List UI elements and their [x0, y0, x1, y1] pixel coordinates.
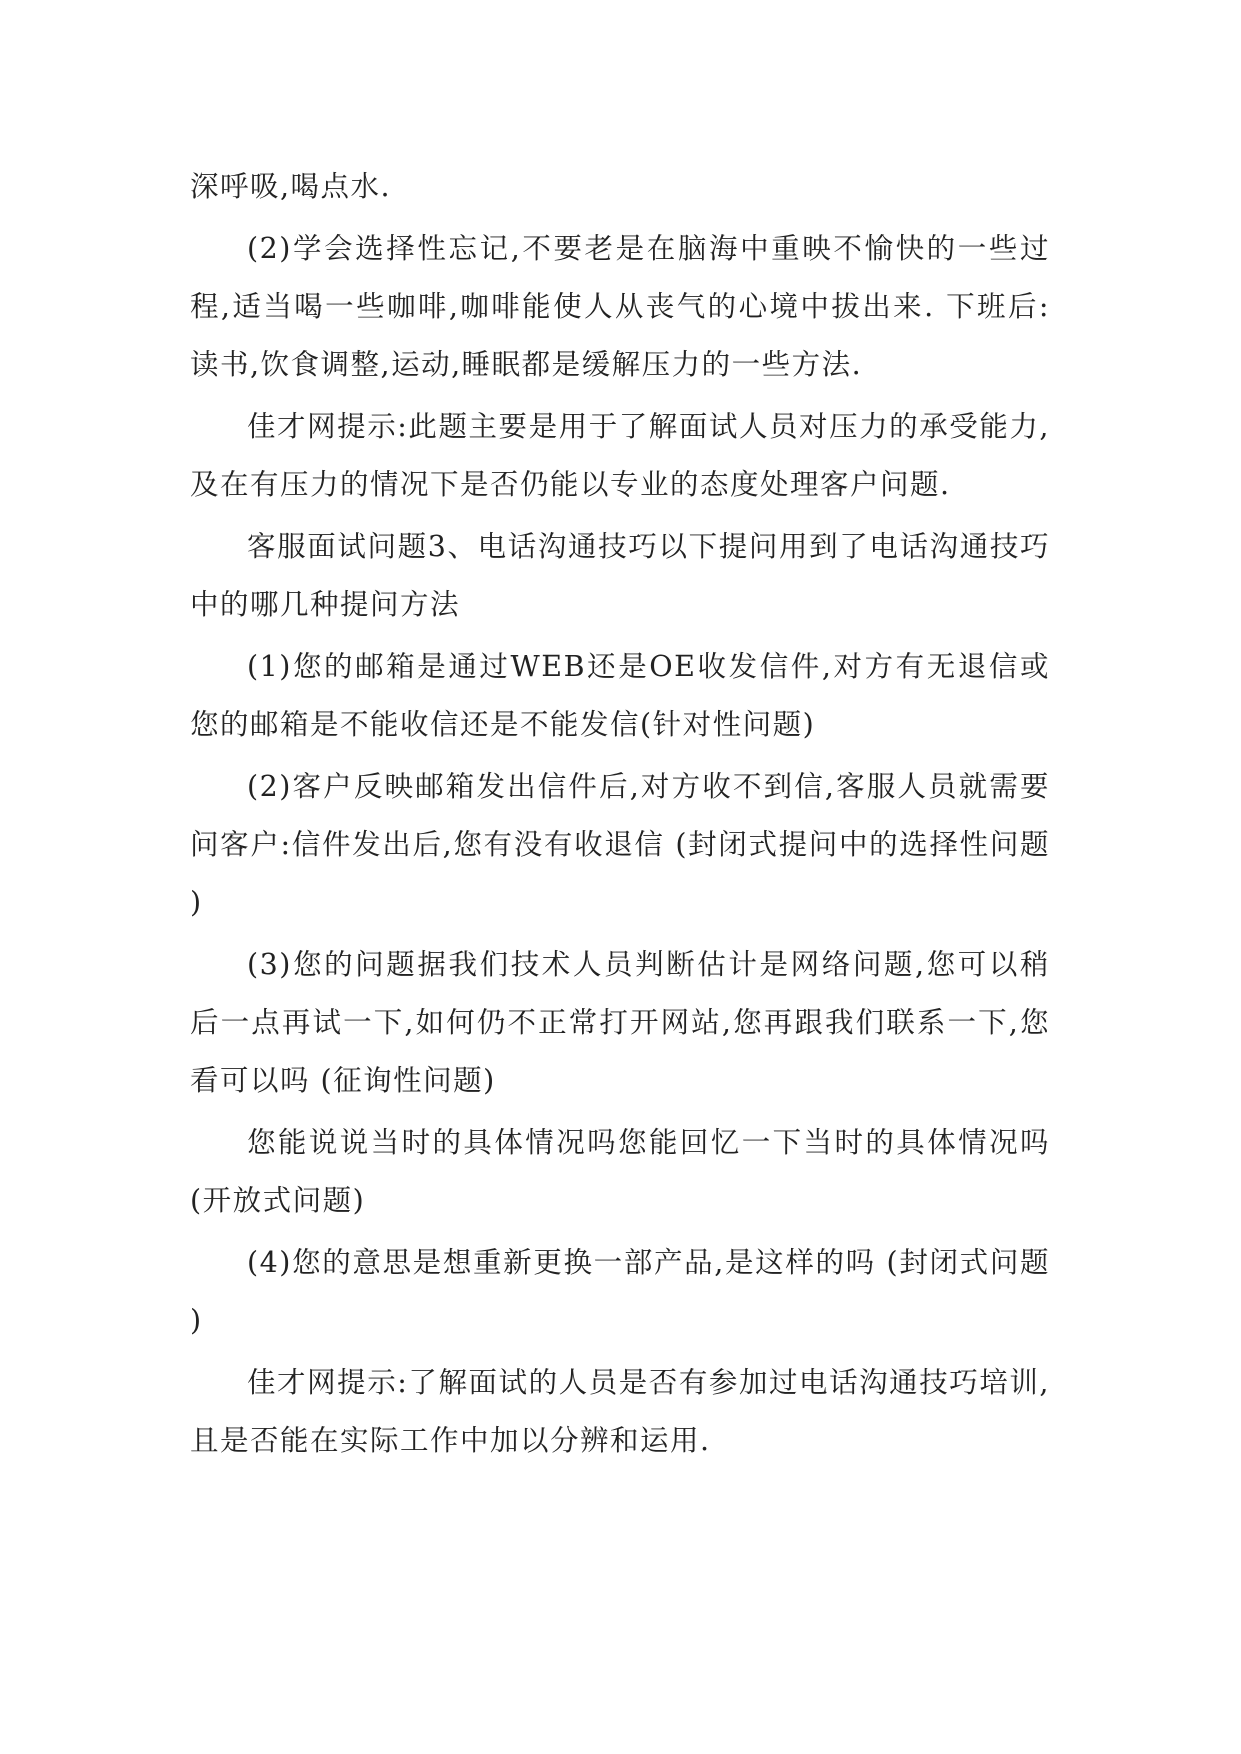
paragraph-3: 佳才网提示:此题主要是用于了解面试人员对压力的承受能力,及在有压力的情况下是否仍能以专业的态度处理客户问题.: [190, 410, 1050, 501]
paragraph-9: (4)您的意思是想重新更换一部产品,是这样的吗 (封闭式问题): [190, 1246, 1050, 1337]
paragraph-8: 您能说说当时的具体情况吗您能回忆一下当时的具体情况吗 (开放式问题): [190, 1126, 1050, 1217]
paragraph-7: (3)您的问题据我们技术人员判断估计是网络问题,您可以稍后一点再试一下,如何仍不正常打开网站,您再跟我们联系一下,您看可以吗 (征询性问题): [190, 948, 1050, 1097]
paragraph-5: (1)您的邮箱是通过WEB还是OE收发信件,对方有无退信或您的邮箱是不能收信还是不能发信(针对性问题): [190, 650, 1050, 741]
paragraph-2: (2)学会选择性忘记,不要老是在脑海中重映不愉快的一些过程,适当喝一些咖啡,咖啡能使人从丧气的心境中拔出来. 下班后:读书,饮食调整,运动,睡眠都是缓解压力的一些方法.: [190, 232, 1050, 381]
document-body: [190, 158, 1050, 1470]
paragraph-1: 深呼吸,喝点水.: [190, 170, 392, 203]
paragraph-10: 佳才网提示:了解面试的人员是否有参加过电话沟通技巧培训,且是否能在实际工作中加以分辨和运用.: [190, 1366, 1050, 1457]
paragraph-4: 客服面试问题3、电话沟通技巧以下提问用到了电话沟通技巧中的哪几种提问方法: [190, 530, 1050, 621]
paragraph-6: (2)客户反映邮箱发出信件后,对方收不到信,客服人员就需要问客户:信件发出后,您有没有收退信 (封闭式提问中的选择性问题): [190, 770, 1050, 919]
